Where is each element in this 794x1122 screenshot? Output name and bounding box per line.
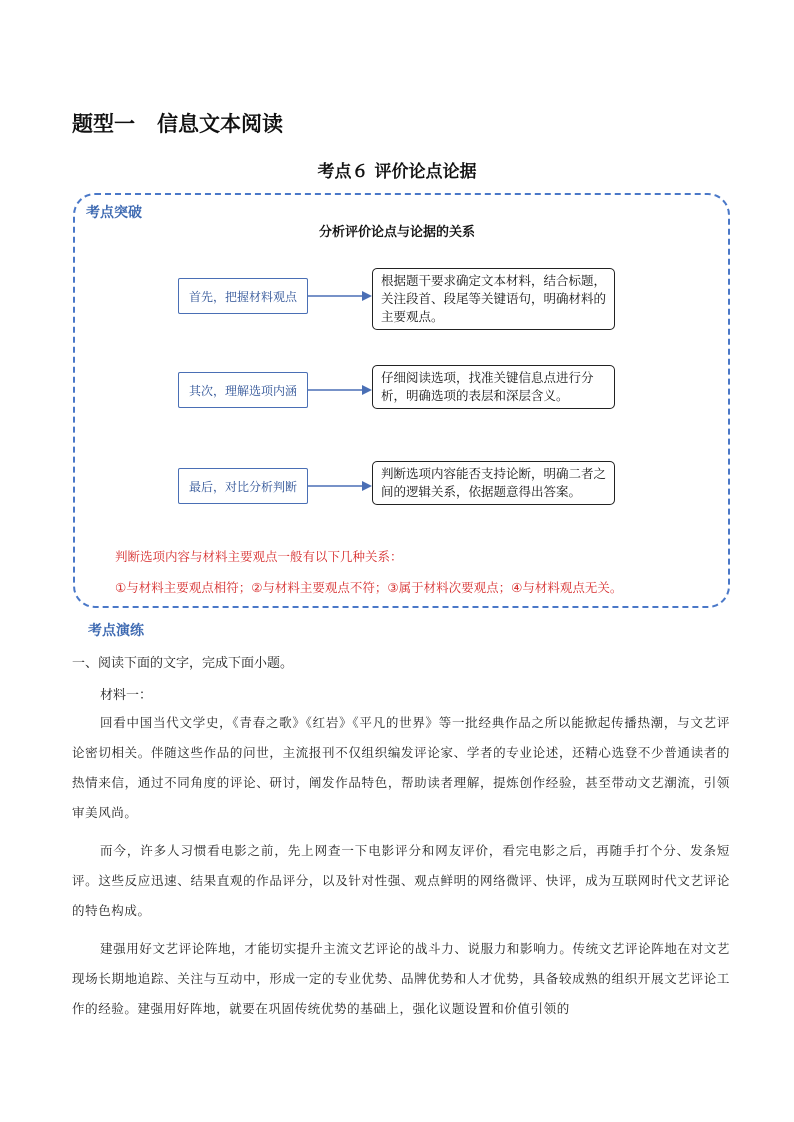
relationship-note: 判断选项内容与材料主要观点一般有以下几种关系：: [115, 549, 403, 564]
question-type-heading: [72, 108, 283, 138]
step-2-arrow-icon: [308, 384, 372, 396]
question-type-number: 题型一: [72, 112, 135, 136]
diagram-title: 分析评价论点与论据的关系: [318, 225, 475, 240]
step-1-arrow-icon: [308, 290, 372, 302]
material-paragraph-3: 建强用好文艺评论阵地，才能切实提升主流文艺评论的战斗力、说服力和影响力。传统文艺评论阵地在对文艺现场长期地追踪、关注与互动中，形成一定的专业优势、品牌优势和人才优势，具备较成熟的组织开展文艺评论工作的经验。建强用好阵地，就要在巩固传统优势的基础上，强化议题设置和价值引领的: [72, 941, 730, 1016]
section-label-breakthrough: 考点突破: [82, 202, 146, 222]
material-label: 材料一：: [100, 688, 153, 703]
step-2-detail: 仔细阅读选项，找准关键信息点进行分析，明确选项的表层和深层含义。: [372, 365, 615, 409]
question-type-name: 信息文本阅读: [157, 112, 283, 136]
relationship-list: ①与材料主要观点相符；②与材料主要观点不符；③属于材料次要观点；④与材料观点无关。: [115, 580, 623, 595]
topic-title: 考点６ 评价论点论据: [317, 162, 477, 182]
step-1-box: 首先，把握材料观点: [178, 278, 308, 314]
material-paragraph-1: 回看中国当代文学史，《青春之歌》《红岩》《平凡的世界》等一批经典作品之所以能掀起传播热潮，与文艺评论密切相关。伴随这些作品的问世，主流报刊不仅组织编发评论家、学者的专业论述，还精心选登不少普通读者的热情来信，通过不同角度的评论、研讨，阐发作品特色，帮助读者理解，提炼创作经验，甚至带动文艺潮流，引领审美风尚。: [72, 715, 730, 820]
step-3-arrow-icon: [308, 480, 372, 492]
step-3-detail: 判断选项内容能否支持论断，明确二者之间的逻辑关系，依据题意得出答案。: [372, 461, 615, 505]
material-paragraph-2: 而今，许多人习惯看电影之前，先上网查一下电影评分和网友评价，看完电影之后，再随手打个分、发条短评。这些反应迅速、结果直观的作品评分，以及针对性强、观点鲜明的网络微评、快评，成为互联网时代文艺评论的特色构成。: [72, 843, 730, 918]
step-3-box: 最后，对比分析判断: [178, 468, 308, 504]
section-label-practice: 考点演练: [84, 620, 148, 640]
step-2-box: 其次，理解选项内涵: [178, 372, 308, 408]
step-1-detail: 根据题干要求确定文本材料，结合标题，关注段首、段尾等关键语句，明确材料的主要观点。: [372, 268, 615, 330]
question-instruction: 一、阅读下面的文字，完成下面小题。: [72, 656, 294, 671]
